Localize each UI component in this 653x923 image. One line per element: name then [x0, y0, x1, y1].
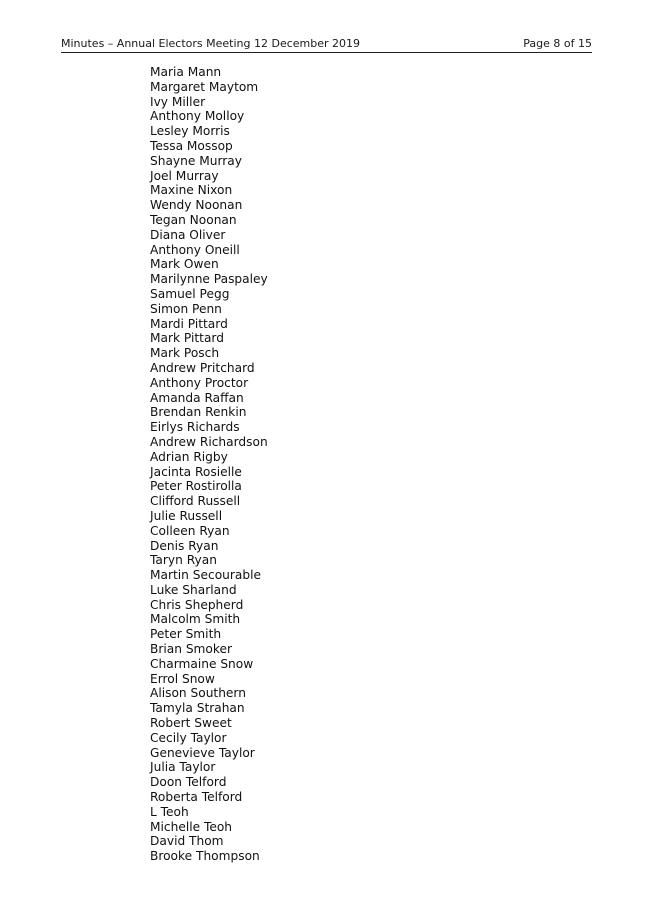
- attendee-name: Michelle Teoh: [150, 819, 233, 834]
- attendee-name: Charmaine Snow: [150, 656, 254, 671]
- attendee-name: Maria Mann: [150, 65, 222, 79]
- page-header: [61, 36, 592, 53]
- attendee-name: Simon Penn: [150, 301, 222, 316]
- attendee-name: L Teoh: [150, 804, 189, 819]
- attendee-name: Margaret Maytom: [150, 79, 259, 94]
- attendee-name: Anthony Molloy: [150, 109, 245, 124]
- attendee-name: Amanda Raffan: [150, 390, 244, 405]
- attendee-name: Andrew Richardson: [150, 434, 268, 449]
- attendee-name: Marilynne Paspaley: [150, 272, 268, 287]
- attendee-name: Alison Southern: [150, 686, 246, 701]
- attendee-name: Jacinta Rosielle: [150, 464, 242, 479]
- attendee-name: Peter Smith: [150, 627, 222, 642]
- attendee-name: Robert Sweet: [150, 716, 232, 731]
- attendee-name: Brendan Renkin: [150, 405, 247, 420]
- attendee-name: Anthony Proctor: [150, 375, 249, 390]
- attendee-name: Tamyla Strahan: [150, 701, 245, 716]
- attendee-name: Brian Smoker: [150, 642, 233, 657]
- attendee-name: Eirlys Richards: [150, 420, 240, 435]
- attendee-name: Tessa Mossop: [150, 138, 233, 153]
- attendee-name: Luke Sharland: [150, 582, 237, 597]
- attendee-name: Adrian Rigby: [150, 449, 228, 464]
- attendee-name: Shayne Murray: [150, 153, 242, 168]
- attendee-name: Lesley Morris: [150, 124, 230, 139]
- attendee-name: Joel Murray: [150, 168, 219, 183]
- attendee-name: Chris Shepherd: [150, 597, 244, 612]
- attendee-name: Ivy Miller: [150, 94, 206, 109]
- attendee-name: Maxine Nixon: [150, 183, 233, 198]
- attendee-name: Taryn Ryan: [150, 553, 217, 568]
- attendee-name: Peter Rostirolla: [150, 479, 242, 494]
- attendee-name: Cecily Taylor: [150, 730, 227, 745]
- attendee-name: David Thom: [150, 834, 224, 849]
- attendee-name: Colleen Ryan: [150, 523, 230, 538]
- attendee-name: Tegan Noonan: [150, 212, 237, 227]
- attendee-name: Andrew Pritchard: [150, 360, 255, 375]
- attendee-name: Mardi Pittard: [150, 316, 228, 331]
- attendee-name: Denis Ryan: [150, 538, 219, 553]
- attendee-list: [150, 65, 268, 864]
- attendee-name: Wendy Noonan: [150, 198, 243, 213]
- page-number: Page 8 of 15: [523, 37, 592, 50]
- attendee-name: Errol Snow: [150, 671, 215, 686]
- header-title: Minutes – Annual Electors Meeting 12 December 2019: [61, 37, 361, 50]
- attendee-name: Mark Pittard: [150, 331, 224, 346]
- attendee-name: Samuel Pegg: [150, 286, 230, 301]
- attendee-name: Genevieve Taylor: [150, 745, 255, 760]
- attendee-name: Malcolm Smith: [150, 612, 241, 627]
- attendee-name: Brooke Thompson: [150, 849, 260, 864]
- attendee-name: Doon Telford: [150, 775, 227, 790]
- attendee-name: Anthony Oneill: [150, 242, 240, 257]
- attendee-name: Mark Posch: [150, 346, 220, 361]
- attendee-name: Martin Secourable: [150, 568, 261, 583]
- attendee-name: Roberta Telford: [150, 790, 243, 805]
- attendee-name: Julia Taylor: [150, 760, 216, 775]
- attendee-name: Diana Oliver: [150, 227, 226, 242]
- attendee-name: Julie Russell: [150, 508, 223, 523]
- attendee-name: Mark Owen: [150, 257, 219, 272]
- attendee-name: Clifford Russell: [150, 494, 241, 509]
